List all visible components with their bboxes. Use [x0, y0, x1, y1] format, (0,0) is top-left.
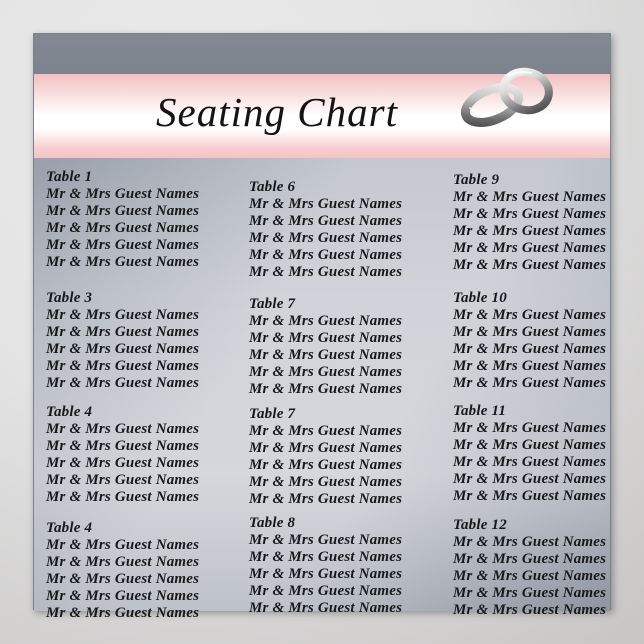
guest-name-line: Mr & Mrs Guest Names — [453, 189, 607, 205]
guest-name-line: Mr & Mrs Guest Names — [46, 186, 200, 202]
guest-name-line: Mr & Mrs Guest Names — [249, 213, 403, 229]
guest-name-line: Mr & Mrs Guest Names — [453, 488, 607, 504]
table-section — [453, 290, 610, 404]
poster-title: Seating Chart — [156, 89, 398, 135]
guest-name-line: Mr & Mrs Guest Names — [46, 588, 200, 604]
guest-name-line: Mr & Mrs Guest Names — [453, 375, 607, 391]
table-title: Table 4 — [46, 404, 93, 420]
guest-name-line: Mr & Mrs Guest Names — [249, 196, 403, 212]
guest-name-line: Mr & Mrs Guest Names — [453, 454, 607, 470]
guest-name-line: Mr & Mrs Guest Names — [46, 220, 200, 236]
guest-name-line: Mr & Mrs Guest Names — [46, 554, 200, 570]
guest-name-line: Mr & Mrs Guest Names — [453, 534, 607, 550]
table-section — [46, 520, 249, 622]
table-title: Table 9 — [453, 172, 500, 188]
guest-name-line: Mr & Mrs Guest Names — [46, 375, 200, 391]
guest-name-line: Mr & Mrs Guest Names — [453, 358, 607, 374]
guest-name-line: Mr & Mrs Guest Names — [249, 247, 403, 263]
guest-name-line: Mr & Mrs Guest Names — [46, 438, 200, 454]
guest-name-line: Mr & Mrs Guest Names — [453, 585, 607, 601]
guest-name-line: Mr & Mrs Guest Names — [453, 240, 607, 256]
guest-name-line: Mr & Mrs Guest Names — [46, 307, 200, 323]
seating-chart-poster — [33, 33, 611, 621]
table-title: Table 8 — [249, 515, 296, 531]
guest-name-line: Mr & Mrs Guest Names — [453, 257, 607, 273]
guest-name-line: Mr & Mrs Guest Names — [453, 324, 607, 340]
title-banner — [34, 74, 610, 158]
table-section — [249, 515, 453, 622]
table-section — [46, 404, 249, 519]
guest-name-line: Mr & Mrs Guest Names — [453, 206, 607, 222]
guest-name-line: Mr & Mrs Guest Names — [249, 423, 403, 439]
guest-name-line: Mr & Mrs Guest Names — [453, 420, 607, 436]
table-title: Table 7 — [249, 296, 296, 312]
guest-name-line: Mr & Mrs Guest Names — [249, 440, 403, 456]
guest-name-line: Mr & Mrs Guest Names — [46, 341, 200, 357]
table-section — [249, 406, 453, 519]
guest-name-line: Mr & Mrs Guest Names — [46, 237, 200, 253]
guest-name-line: Mr & Mrs Guest Names — [249, 264, 403, 280]
guest-name-line: Mr & Mrs Guest Names — [453, 341, 607, 357]
guest-name-line: Mr & Mrs Guest Names — [46, 358, 200, 374]
guest-name-line: Mr & Mrs Guest Names — [46, 455, 200, 471]
guest-name-line: Mr & Mrs Guest Names — [249, 583, 403, 599]
guest-name-line: Mr & Mrs Guest Names — [46, 489, 200, 505]
table-section — [453, 403, 610, 519]
guest-name-line: Mr & Mrs Guest Names — [46, 571, 200, 587]
guest-name-line: Mr & Mrs Guest Names — [46, 203, 200, 219]
guest-name-line: Mr & Mrs Guest Names — [453, 223, 607, 239]
table-title: Table 11 — [453, 403, 507, 419]
table-title: Table 7 — [249, 406, 296, 422]
guest-name-line: Mr & Mrs Guest Names — [249, 230, 403, 246]
table-title: Table 4 — [46, 520, 93, 536]
table-section — [249, 179, 453, 290]
guest-name-line: Mr & Mrs Guest Names — [249, 364, 403, 380]
guest-name-line: Mr & Mrs Guest Names — [46, 472, 200, 488]
guest-name-line: Mr & Mrs Guest Names — [249, 474, 403, 490]
table-section — [453, 517, 610, 622]
guest-name-line: Mr & Mrs Guest Names — [453, 471, 607, 487]
guest-name-line: Mr & Mrs Guest Names — [249, 330, 403, 346]
table-section — [46, 290, 249, 404]
table-section — [453, 172, 610, 290]
guest-name-line: Mr & Mrs Guest Names — [453, 551, 607, 567]
table-title: Table 1 — [46, 169, 93, 185]
table-title: Table 12 — [453, 517, 507, 533]
guest-name-line: Mr & Mrs Guest Names — [249, 549, 403, 565]
wedding-rings-icon — [454, 61, 562, 131]
table-title: Table 3 — [46, 290, 93, 306]
guest-name-line: Mr & Mrs Guest Names — [249, 491, 403, 507]
guest-name-line: Mr & Mrs Guest Names — [249, 457, 403, 473]
guest-name-line: Mr & Mrs Guest Names — [46, 421, 200, 437]
guest-name-line: Mr & Mrs Guest Names — [453, 307, 607, 323]
table-title: Table 10 — [453, 290, 507, 306]
tables-grid — [34, 158, 610, 621]
guest-name-line: Mr & Mrs Guest Names — [249, 381, 403, 397]
guest-name-line: Mr & Mrs Guest Names — [249, 347, 403, 363]
table-section — [46, 169, 249, 290]
guest-name-line: Mr & Mrs Guest Names — [453, 602, 607, 618]
guest-name-line: Mr & Mrs Guest Names — [46, 605, 200, 621]
guest-name-line: Mr & Mrs Guest Names — [249, 600, 403, 616]
guest-name-line: Mr & Mrs Guest Names — [249, 313, 403, 329]
guest-name-line: Mr & Mrs Guest Names — [46, 324, 200, 340]
guest-name-line: Mr & Mrs Guest Names — [46, 537, 200, 553]
table-section — [249, 296, 453, 404]
guest-name-line: Mr & Mrs Guest Names — [453, 437, 607, 453]
guest-name-line: Mr & Mrs Guest Names — [46, 254, 200, 270]
guest-name-line: Mr & Mrs Guest Names — [249, 532, 403, 548]
table-title: Table 6 — [249, 179, 296, 195]
guest-name-line: Mr & Mrs Guest Names — [249, 566, 403, 582]
guest-name-line: Mr & Mrs Guest Names — [453, 568, 607, 584]
